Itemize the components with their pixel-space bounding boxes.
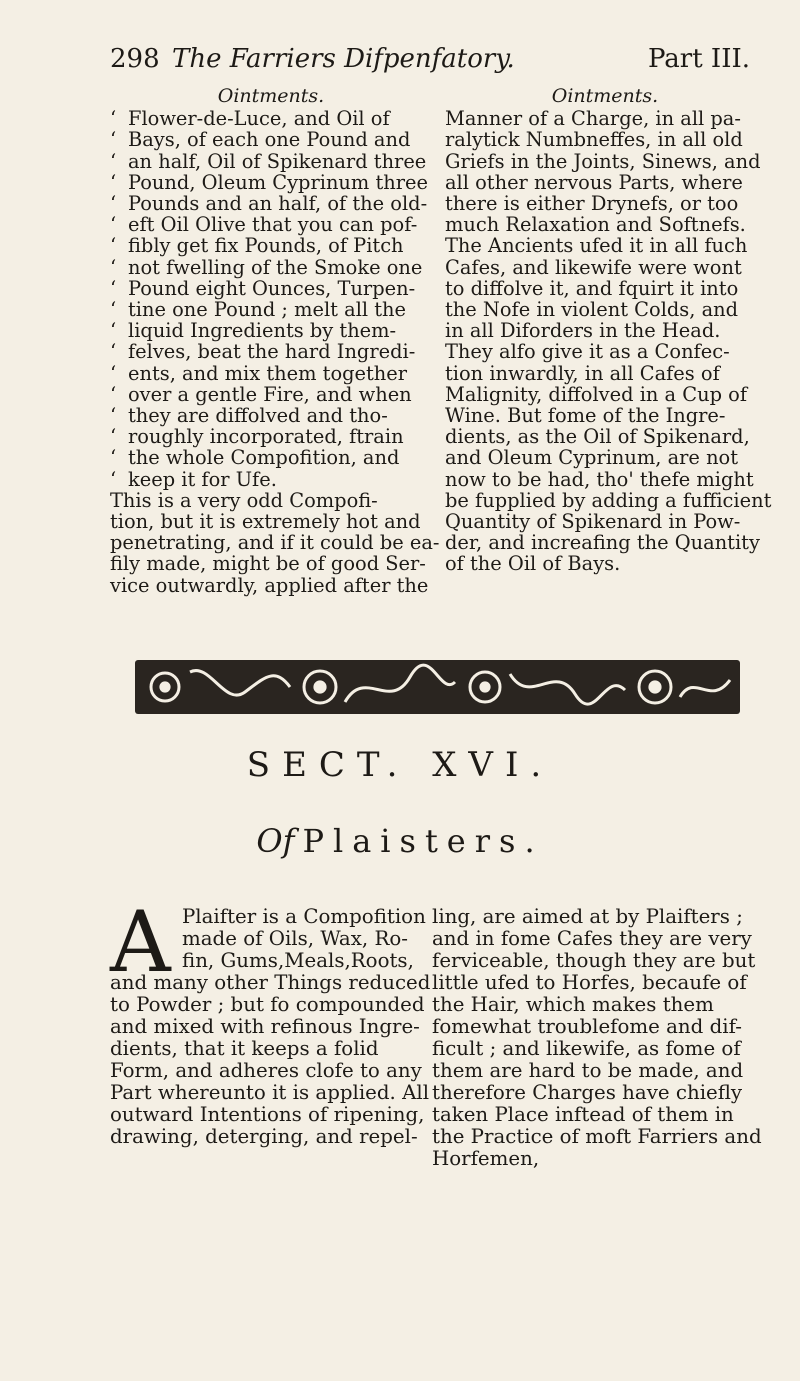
text-line: and mixed with refinous Ingre- (110, 1015, 420, 1038)
drop-cap: A (110, 893, 171, 991)
text-line: outward Intentions of ripening, (110, 1103, 425, 1126)
commentary-paragraph (110, 488, 440, 597)
text-line: there is either Drynefs, or too (445, 192, 739, 216)
text-line: Plaifter is a Compofition (182, 905, 426, 928)
text-line: ficult ; and likewife, as fome of (432, 1037, 741, 1060)
quote-mark: ‘ (110, 319, 117, 343)
text-line: Horfemen, (432, 1147, 540, 1170)
text-line: ‘ Bays, of each one Pound and (110, 128, 411, 152)
text-line: penetrating, and if it could be ea- (110, 531, 440, 555)
plaisters-left-column (110, 893, 431, 1148)
section-subject (0, 822, 800, 860)
text-line: to Powder ; but fo compounded (110, 993, 425, 1016)
text-line: of the Oil of Bays. (445, 552, 621, 576)
quote-mark: ‘ (110, 107, 117, 131)
text-line: dients, as the Oil of Spikenard, (445, 425, 750, 449)
left-column (110, 85, 440, 597)
quoted-recipe (110, 108, 432, 490)
quote-mark: ‘ (110, 404, 117, 428)
text-line: Manner of a Charge, in all pa- (445, 107, 741, 131)
text-line: little ufed to Horfes, becaufe of (432, 971, 747, 994)
quote-mark: ‘ (110, 382, 117, 406)
text-line: They alfo give it as a Confec- (445, 340, 730, 364)
plaisters-right-text (432, 906, 762, 1170)
text-line: to diffolve it, and fquirt it into (445, 276, 739, 300)
text-line: der, and increafing the Quantity (445, 531, 760, 555)
text-line: Quantity of Spikenard in Pow- (445, 510, 741, 534)
text-line: ‘ Pound eight Ounces, Turpen- (110, 276, 416, 300)
text-line: ‘ liquid Ingredients by them- (110, 319, 397, 343)
text-line: ‘ eft Oil Olive that you can pof- (110, 213, 418, 237)
text-line: Part whereunto it is applied. All (110, 1081, 430, 1104)
text-line: all other nervous Parts, where (445, 170, 743, 194)
text-line: taken Place inftead of them in (432, 1103, 734, 1126)
text-line: Malignity, diffolved in a Cup of (445, 382, 748, 406)
quote-mark: ‘ (110, 149, 117, 173)
text-line: the Nofe in violent Colds, and (445, 298, 739, 322)
section-heading: SECT. XVI. (246, 745, 554, 785)
text-line: fily made, might be of good Ser- (110, 552, 426, 576)
text-line: them are hard to be made, and (432, 1059, 744, 1082)
of-word: Of (256, 822, 295, 860)
text-line: in all Diforders in the Head. (445, 319, 721, 343)
right-text (445, 107, 772, 576)
quote-mark: ‘ (110, 446, 117, 470)
text-line: drawing, deterging, and repel- (110, 1125, 418, 1148)
part-label: Part III. (647, 44, 750, 74)
text-line: Cafes, and likewife were wont (445, 255, 742, 279)
text-line: ‘ ents, and mix them together (110, 361, 408, 385)
quote-mark: ‘ (110, 425, 117, 449)
text-line: ‘ fibly get fix Pounds, of Pitch (110, 234, 404, 258)
quote-mark: ‘ (110, 340, 117, 364)
text-line: ‘ keep it for Ufe. (110, 467, 277, 491)
page-number: 298 (110, 44, 160, 74)
text-line: and in fome Cafes they are very (432, 927, 752, 950)
quote-mark: ‘ (110, 234, 117, 258)
text-line: Form, and adheres clofe to any (110, 1059, 422, 1082)
text-line: Wine. But fome of the Ingre- (445, 404, 726, 428)
running-title: The Farriers Difpenfatory. (172, 44, 515, 74)
text-line: ‘ over a gentle Fire, and when (110, 382, 412, 406)
text-line: ling, are aimed at by Plaifters ; (432, 905, 743, 928)
text-line: fomewhat troublefome and dif- (432, 1015, 742, 1038)
text-line: dients, that it keeps a folid (110, 1037, 379, 1060)
right-column (445, 85, 772, 576)
text-line: and Oleum Cyprinum, are not (445, 446, 739, 470)
text-line: vice outwardly, applied after the (110, 573, 429, 597)
plaisters-right-column (432, 906, 762, 1170)
quote-mark: ‘ (110, 361, 117, 385)
quote-mark: ‘ (110, 213, 117, 237)
running-header (110, 44, 750, 84)
left-subheading: Ointments. (217, 85, 325, 107)
text-line: and many other Things reduced (110, 971, 431, 994)
subject-word: Plaisters. (302, 822, 544, 860)
text-line: made of Oils, Wax, Ro- (182, 927, 408, 950)
text-line: ‘ the whole Compofition, and (110, 446, 400, 470)
right-subheading: Ointments. (551, 85, 659, 107)
quote-mark: ‘ (110, 192, 117, 216)
text-line: tion, but it is extremely hot and (110, 510, 421, 534)
text-line: the Practice of moft Farriers and (432, 1125, 762, 1148)
text-line: ‘ an half, Oil of Spikenard three (110, 149, 427, 173)
decorative-ornament-band (135, 652, 740, 722)
text-line: The Ancients ufed it in all fuch (445, 234, 748, 258)
text-line: the Hair, which makes them (432, 993, 714, 1016)
quote-mark: ‘ (110, 170, 117, 194)
quote-mark: ‘ (110, 467, 117, 491)
quote-mark: ‘ (110, 128, 117, 152)
text-line: ‘ not fwelling of the Smoke one (110, 255, 423, 279)
text-line: ‘ Flower-de-Luce, and Oil of (110, 107, 390, 131)
quote-mark: ‘ (110, 298, 117, 322)
text-line: ‘ Pounds and an half, of the old- (110, 192, 428, 216)
text-line: tion inwardly, in all Cafes of (445, 361, 720, 385)
text-line: ‘ Pound, Oleum Cyprinum three (110, 170, 428, 194)
text-line: fin, Gums,Meals,Roots, (182, 949, 414, 972)
text-line: be fupplied by adding a fufficient (445, 488, 772, 512)
text-line: ferviceable, though they are but (432, 949, 756, 972)
text-line: much Relaxation and Softnefs. (445, 213, 746, 237)
text-line: ‘ felves, beat the hard Ingredi- (110, 340, 416, 364)
text-line: therefore Charges have chiefly (432, 1081, 743, 1104)
quote-mark: ‘ (110, 276, 117, 300)
text-line: This is a very odd Compofi- (110, 488, 378, 512)
quote-mark: ‘ (110, 255, 117, 279)
text-line: Griefs in the Joints, Sinews, and (445, 149, 761, 173)
text-line: ‘ they are diffolved and tho- (110, 404, 388, 428)
text-line: now to be had, tho' thefe might (445, 467, 754, 491)
text-line: ‘ tine one Pound ; melt all the (110, 298, 407, 322)
text-line: ‘ roughly incorporated, ftrain (110, 425, 404, 449)
text-line: ralytick Numbneffes, in all old (445, 128, 743, 152)
